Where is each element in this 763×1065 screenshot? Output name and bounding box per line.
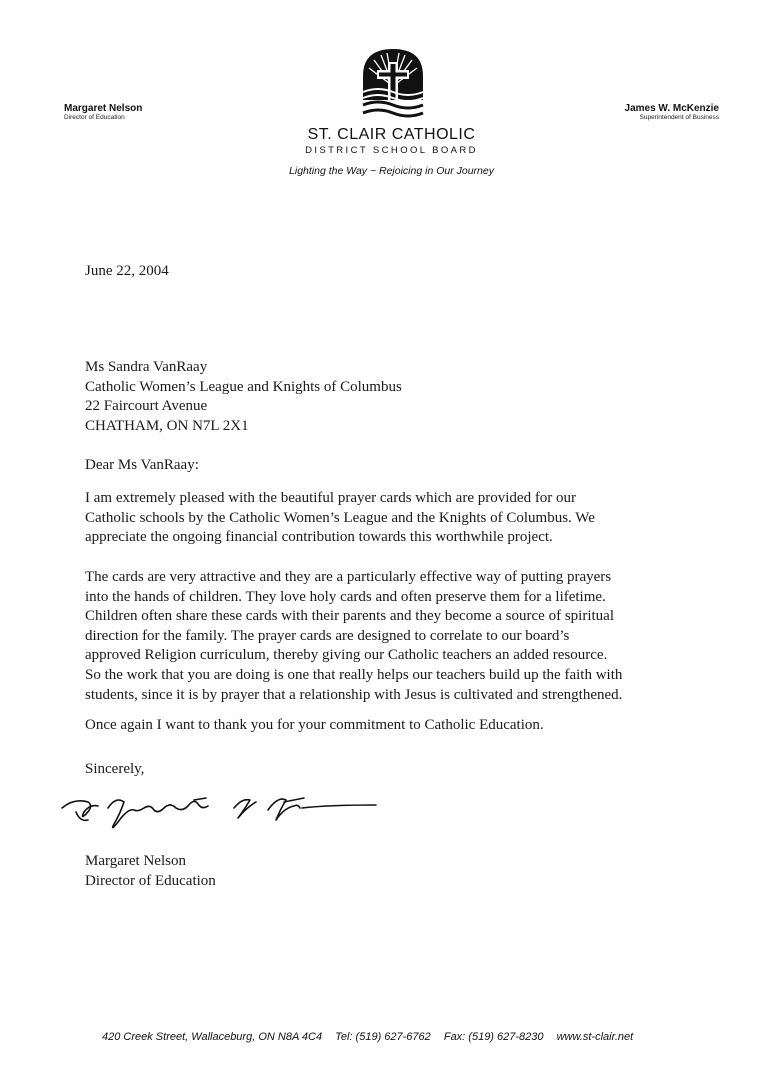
signatory-title: Director of Education (85, 872, 216, 889)
paragraph-line: appreciate the ongoing financial contribution towards this worthwhile project. (85, 529, 553, 546)
letterhead-left (64, 103, 142, 122)
salutation: Dear Ms VanRaay: (85, 457, 199, 473)
director-name: Margaret Nelson (64, 103, 143, 114)
letter-date: June 22, 2004 (85, 263, 169, 279)
organization-name: ST. CLAIR CATHOLIC (307, 126, 476, 143)
footer-tel: Tel: (519) 627-6762 (335, 1031, 431, 1043)
letterhead-right (625, 103, 719, 122)
paragraph-line: direction for the family. The prayer cards are designed to correlate to our board’s (85, 627, 570, 644)
handwritten-signature (58, 778, 378, 836)
closing: Sincerely, (85, 761, 145, 777)
signatory-block (85, 852, 216, 891)
recipient-address (85, 358, 402, 436)
paragraph-line: Children often share these cards with their parents and they become a source of spiritual (85, 608, 614, 625)
footer-address: 420 Creek Street, Wallaceburg, ON N8A 4C4 (102, 1031, 323, 1043)
footer (102, 1031, 643, 1043)
address-line: Catholic Women’s League and Knights of Columbus (85, 378, 402, 395)
paragraph-line: Once again I want to thank you for your commitment to Catholic Education. (85, 717, 544, 733)
paragraph-line: into the hands of children. They love holy cards and often preserve them for a lifetime. (85, 588, 606, 605)
organization-subtitle: DISTRICT SCHOOL BOARD (305, 145, 478, 156)
footer-fax: Fax: (519) 627-8230 (443, 1031, 544, 1043)
address-line: CHATHAM, ON N7L 2X1 (85, 417, 249, 434)
body-paragraph-2 (85, 568, 622, 705)
paragraph-line: The cards are very attractive and they are a particularly effective way of putting prayers (85, 569, 612, 585)
paragraph-line: So the work that you are doing is one that really helps our teachers build up the faith with (85, 666, 623, 683)
organization-motto: Lighting the Way ~ Rejoicing in Our Journey (289, 165, 494, 177)
paragraph-line: I am extremely pleased with the beautiful prayer cards which are provided for our (85, 490, 577, 506)
cross-rising-sun-logo-icon (360, 46, 426, 120)
superintendent-name: James W. McKenzie (624, 103, 719, 114)
superintendent-title: Superintendent of Business (639, 114, 719, 121)
address-line: Ms Sandra VanRaay (85, 359, 208, 375)
signatory-name: Margaret Nelson (85, 853, 186, 869)
body-paragraph-1 (85, 489, 595, 548)
paragraph-line: approved Religion curriculum, thereby giving our Catholic teachers an added resource. (85, 647, 608, 664)
address-line: 22 Faircourt Avenue (85, 398, 208, 415)
body-paragraph-3 (85, 716, 544, 736)
director-title: Director of Education (64, 114, 125, 121)
footer-website: www.st-clair.net (556, 1031, 634, 1043)
paragraph-line: Catholic schools by the Catholic Women’s League and the Knights of Columbus. We (85, 509, 595, 526)
paragraph-line: students, since it is by prayer that a relationship with Jesus is cultivated and strengthened. (85, 686, 623, 703)
